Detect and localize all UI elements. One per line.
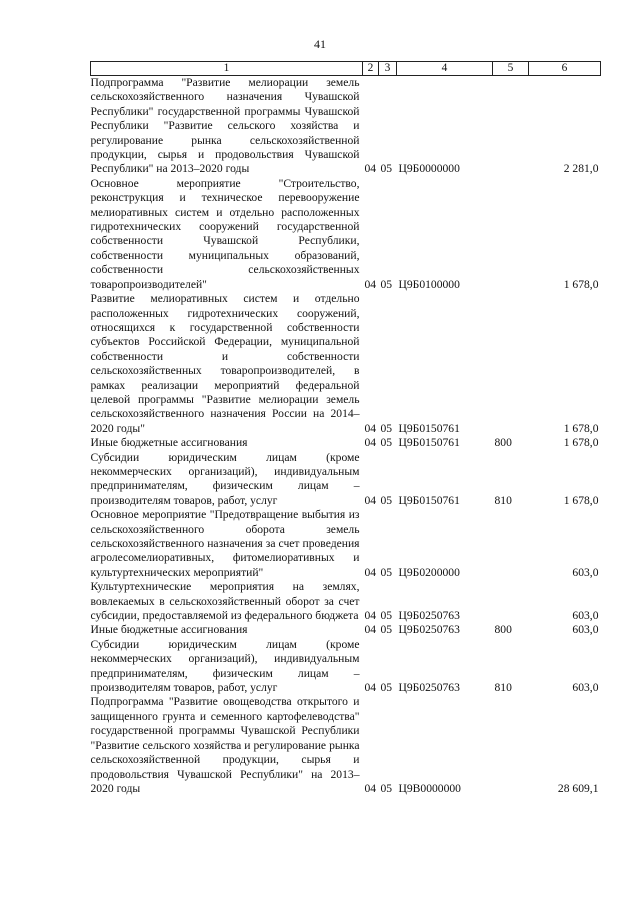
header-col-5: 5 (493, 62, 529, 76)
table-row (91, 508, 601, 580)
row-subsection: 05 (380, 681, 393, 695)
row-section: 04 (364, 436, 377, 450)
row-section: 04 (364, 421, 377, 435)
table-row (91, 451, 601, 509)
row-name: Иные бюджетные ассигнования (90, 436, 248, 450)
row-target-article: Ц9Б0100000 (398, 277, 460, 291)
row-target-article: Ц9Б0000000 (398, 162, 460, 176)
header-col-4: 4 (397, 62, 493, 76)
row-expense-type: 800 (494, 436, 512, 450)
header-col-1: 1 (91, 62, 363, 76)
row-subsection: 05 (380, 436, 393, 450)
table-row (91, 580, 601, 623)
row-name: Субсидии юридическим лицам (кроме некоммерческих организаций), индивидуальным предпринимателям, физическим лицам – производителям товаров, работ, услуг (90, 637, 360, 695)
row-amount: 1 678,0 (563, 436, 599, 450)
table-row (91, 177, 601, 292)
row-target-article: Ц9В0000000 (398, 781, 461, 795)
page-number: 41 (314, 37, 326, 51)
table-row (91, 436, 601, 450)
row-name: Развитие мелиоративных систем и отдельно расположенных гидротехнических сооружений, относящихся к государственной собственности субъектов Российской Федерации, муниципальной собственности и собственности сельскохозяйственных товаропроизводителей, в рамках реализации мероприятий федеральной целевой программы "Развитие мелиорации земель сельскохозяйственного назначения России на 2014–2020 годы" (90, 292, 360, 435)
row-expense-type (493, 580, 529, 623)
row-section: 04 (364, 781, 377, 795)
row-target-article: Ц9Б0250763 (398, 623, 460, 637)
row-subsection: 05 (380, 421, 393, 435)
row-subsection: 05 (380, 493, 393, 507)
row-expense-type (493, 76, 529, 177)
row-section: 04 (364, 277, 377, 291)
row-expense-type (493, 508, 529, 580)
row-expense-type (493, 177, 529, 292)
header-row (91, 62, 601, 76)
row-name: Культуртехнические мероприятия на землях, вовлекаемых в сельскохозяйственный оборот за счет субсидии, предоставляемой из федерального бюджета (90, 580, 360, 623)
row-section: 04 (364, 623, 377, 637)
row-amount: 28 609,1 (557, 781, 599, 795)
row-amount: 603,0 (572, 609, 599, 623)
row-section: 04 (364, 493, 377, 507)
row-amount: 2 281,0 (563, 162, 599, 176)
row-target-article: Ц9Б0250763 (398, 609, 460, 623)
row-name: Основное мероприятие "Строительство, реконструкция и техническое перевооружение мелиоративных систем и отдельно расположенных гидротехнических сооружений государственной собственности Чувашской Республики, собственности муниципальных образований, собственности сельскохозяйственных товаропроизводителей" (90, 176, 360, 291)
row-target-article: Ц9Б0200000 (398, 565, 460, 579)
row-subsection: 05 (380, 609, 393, 623)
row-subsection: 05 (380, 623, 393, 637)
row-name: Подпрограмма "Развитие овощеводства открытого и защищенного грунта и семенного картофелеводства" государственной программы Чувашской Республики "Развитие сельского хозяйства и регулирование рынка сельскохозяйственной продукции, сырья и продовольствия Чувашской Республики" на 2013–2020 годы (90, 695, 360, 795)
table-header (91, 62, 601, 76)
row-subsection: 05 (380, 277, 393, 291)
row-subsection: 05 (380, 565, 393, 579)
row-name: Иные бюджетные ассигнования (90, 623, 248, 637)
row-amount: 1 678,0 (563, 277, 599, 291)
header-col-2: 2 (363, 62, 379, 76)
header-col-6: 6 (529, 62, 601, 76)
table-row (91, 292, 601, 436)
header-col-3: 3 (379, 62, 397, 76)
row-expense-type: 800 (494, 623, 512, 637)
row-name: Основное мероприятие "Предотвращение выбытия из сельскохозяйственного оборота земель сельскохозяйственного назначения за счет проведения агролесомелиоративных, фитомелиоративных и культуртехнических мероприятий" (90, 508, 360, 579)
row-target-article: Ц9Б0150761 (398, 421, 460, 435)
row-name: Подпрограмма "Развитие мелиорации земель сельскохозяйственного назначения Чувашской Республики" государственной программы Чувашской Республики "Развитие сельского хозяйства и регулирование рынка сельскохозяйственной продукции, сырья и продовольствия Чувашской Республики" на 2013–2020 годы (90, 76, 360, 176)
row-expense-type (493, 292, 529, 436)
budget-table (90, 61, 601, 796)
row-amount: 603,0 (572, 623, 599, 637)
row-target-article: Ц9Б0250763 (398, 681, 460, 695)
row-subsection: 05 (380, 781, 393, 795)
row-section: 04 (364, 681, 377, 695)
row-section: 04 (364, 565, 377, 579)
row-expense-type: 810 (494, 493, 512, 507)
table-row (91, 695, 601, 796)
row-target-article: Ц9Б0150761 (398, 493, 460, 507)
row-amount: 603,0 (572, 681, 599, 695)
table-row (91, 76, 601, 177)
row-amount: 1 678,0 (563, 421, 599, 435)
row-expense-type: 810 (494, 681, 512, 695)
row-amount: 603,0 (572, 565, 599, 579)
table-row (91, 638, 601, 696)
row-subsection: 05 (380, 162, 393, 176)
row-section: 04 (364, 162, 377, 176)
row-target-article: Ц9Б0150761 (398, 436, 460, 450)
row-name: Субсидии юридическим лицам (кроме некоммерческих организаций), индивидуальным предпринимателям, физическим лицам – производителям товаров, работ, услуг (90, 450, 360, 507)
table-row (91, 623, 601, 637)
table-body (91, 76, 601, 797)
row-amount: 1 678,0 (563, 493, 599, 507)
row-section: 04 (364, 609, 377, 623)
row-expense-type (493, 695, 529, 796)
